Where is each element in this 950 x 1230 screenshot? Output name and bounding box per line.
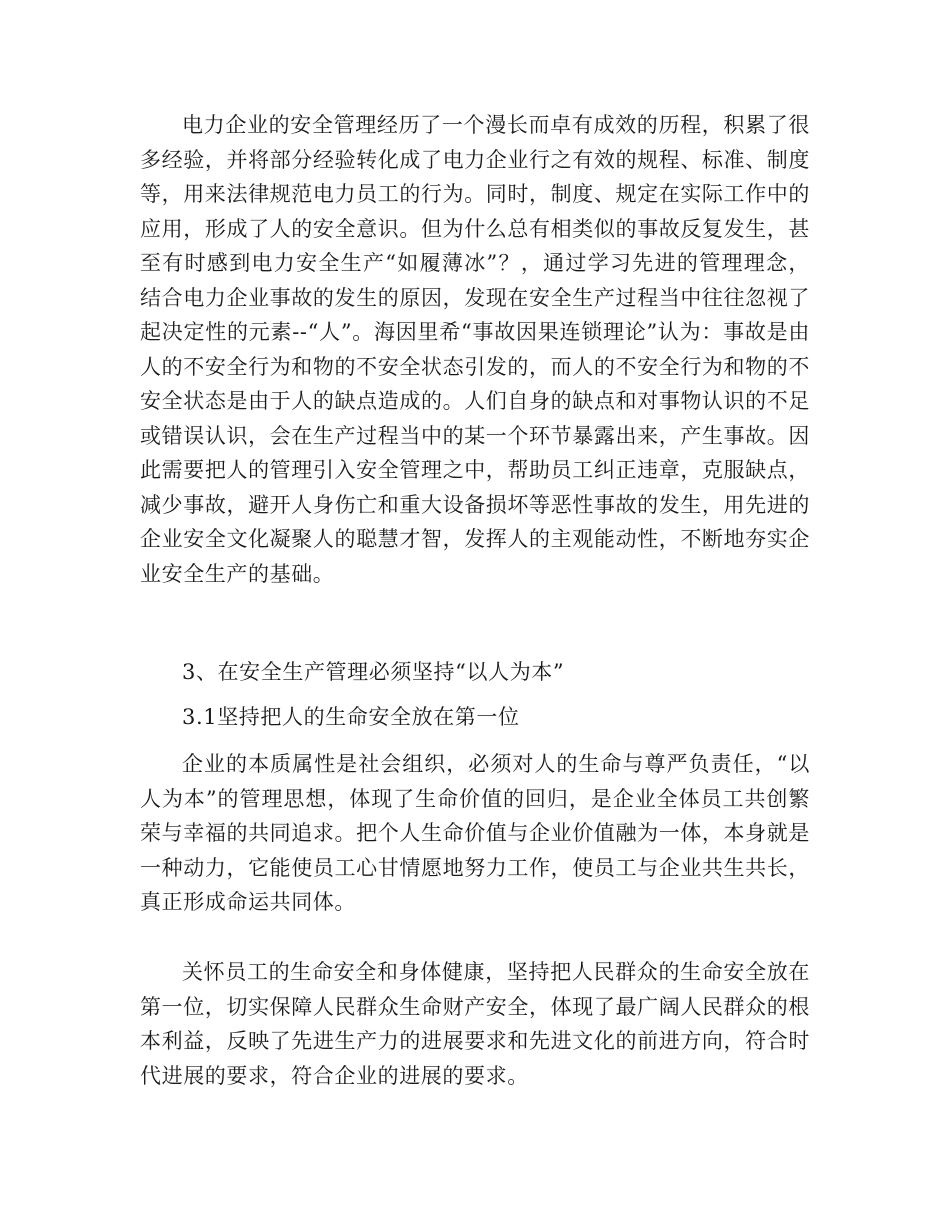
body-paragraph-accident-theory: 电力企业的安全管理经历了一个漫长而卓有成效的历程，积累了很多经验，并将部分经验转化成了电力企业行之有效的规程、标准、制度等，用来法律规范电力员工的行为。同时，制度、规定在实际工作中的应用，形成了人的安全意识。但为什么总有相类似的事故反复发生，甚至有时感到电力安全生产“如履薄冰”？，通过学习先进的管理理念，结合电力企业事故的发生的原因，发现在安全生产过程当中往往忽视了起决定性的元素--“人”。海因里希“事故因果连锁理论”认为：事故是由人的不安全行为和物的不安全状态引发的，而人的不安全行为和物的不安全状态是由于人的缺点造成的。人们自身的缺点和对事物认识的不足或错误认识，会在生产过程当中的某一个环节暴露出来，产生事故。因此需要把人的管理引入安全管理之中，帮助员工纠正违章，克服缺点，减少事故，避开人身伤亡和重大设备损坏等恶性事故的发生，用先进的企业安全文化凝聚人的聪慧才智，发挥人的主观能动性，不断地夯实企业安全生产的基础。 bbox=[140, 113, 810, 586]
section-heading-3: 3、在安全生产管理必须坚持“以人为本” bbox=[182, 660, 565, 684]
body-paragraph-enterprise-nature: 企业的本质属性是社会组织，必须对人的生命与尊严负责任，“以人为本”的管理思想，体现了生命价值的回归，是企业全体员工共创繁荣与幸福的共同追求。把个人生命价值与企业价值融为一体，本身就是一种动力，它能使员工心甘情愿地努力工作，使员工与企业共生共长，真正形成命运共同体。 bbox=[140, 752, 810, 914]
subsection-heading-3-1: 3.1坚持把人的生命安全放在第一位 bbox=[182, 705, 520, 729]
body-paragraph-employee-safety: 关怀员工的生命安全和身体健康，坚持把人民群众的生命安全放在第一位，切实保障人民群众生命财产安全，体现了最广阔人民群众的根本利益，反映了先进生产力的进展要求和先进文化的前进方向，符合时代进展的要求，符合企业的进展的要求。 bbox=[140, 960, 810, 1088]
